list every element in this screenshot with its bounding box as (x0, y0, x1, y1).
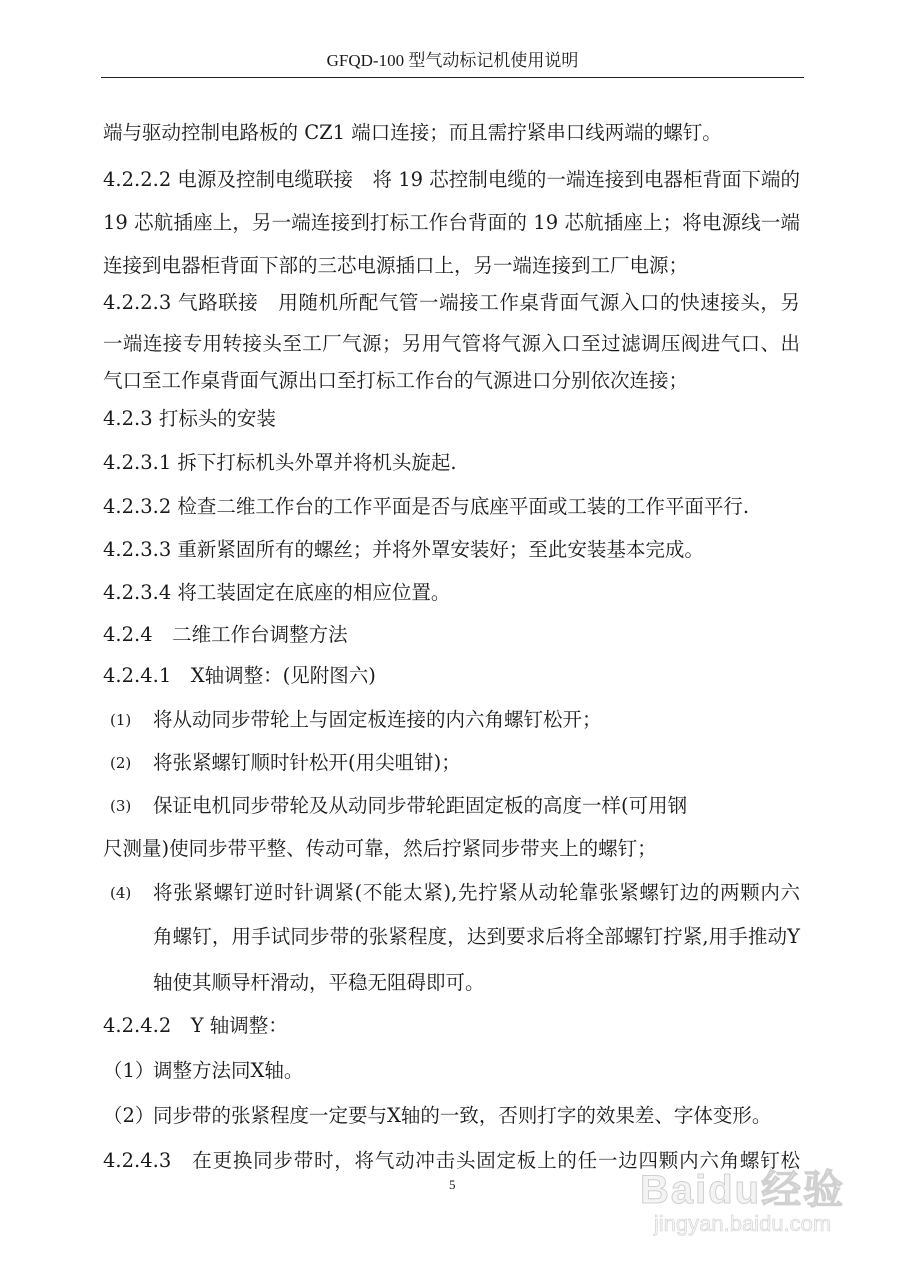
paragraph-line: 4.2.3.3 重新紧固所有的螺丝；并将外罩安装好；至此安装基本完成。 (103, 538, 704, 561)
step-number: （2） (103, 1104, 155, 1127)
step-text-continued: 尺测量)使同步带平整、传动可靠，然后拧紧同步带夹上的螺钉； (103, 837, 657, 860)
paragraph-line: 气口至工作桌背面气源出口至打标工作台的气源进口分别依次连接； (103, 369, 689, 392)
paragraph-line: 4.2.2.2 电源及控制电缆联接 将 19 芯控制电缆的一端连接到电器柜背面下端的 (103, 168, 800, 191)
step-text-continued: 角螺钉，用手试同步带的张紧程度，达到要求后将全部螺钉拧紧,用手推动Y (153, 925, 800, 948)
step-text: 将从动同步带轮上与固定板连接的内六角螺钉松开； (153, 708, 602, 731)
step-text-continued: 轴使其顺导杆滑动，平稳无阻碍即可。 (153, 971, 485, 994)
paragraph-line: 连接到电器柜背面下部的三芯电源插口上，另一端连接到工厂电源； (103, 254, 689, 277)
baidu-watermark (640, 1158, 845, 1237)
section-heading: 4.2.4 二维工作台调整方法 (103, 623, 348, 646)
paragraph-line: 4.2.3.1 拆下打标机头外罩并将机头旋起. (103, 451, 457, 474)
paragraph-line: 19 芯航插座上，另一端连接到打标工作台背面的 19 芯航插座上；将电源线一端 (103, 211, 800, 234)
step-number: （1） (103, 1059, 155, 1082)
watermark-url: jingyan.baidu.com (653, 1211, 832, 1236)
step-number: (4) (110, 884, 132, 902)
step-text: 保证电机同步带轮及从动同步带轮距固定板的高度一样(可用钢 (153, 794, 688, 817)
paragraph-line: 4.2.4.3 在更换同步带时，将气动冲击头固定板上的任一边四颗内六角螺钉松 (103, 1149, 800, 1172)
step-number: (2) (110, 754, 132, 772)
paragraph-line: 4.2.2.3 气路联接 用随机所配气管一端接工作桌背面气源入口的快速接头，另 (103, 291, 800, 314)
step-number: (1) (110, 711, 132, 729)
document-header-title: GFQD-100 型气动标记机使用说明 (326, 51, 579, 70)
paragraph-line: 端与驱动控制电路板的 CZ1 端口连接；而且需拧紧串口线两端的螺钉。 (103, 121, 722, 144)
step-text: 将张紧螺钉逆时针调紧(不能太紧),先拧紧从动轮靠张紧螺钉边的两颗内六 (153, 881, 800, 904)
step-number: (3) (110, 797, 132, 815)
header-rule (101, 77, 804, 78)
section-heading: 4.2.3 打标头的安装 (103, 407, 276, 430)
step-text: 同步带的张紧程度一定要与X轴的一致，否则打字的效果差、字体变形。 (153, 1104, 772, 1127)
watermark-brand: Baidu经验 (640, 1168, 846, 1212)
step-text: 调整方法同X轴。 (153, 1059, 304, 1082)
paragraph-line: 4.2.3.4 将工装固定在底座的相应位置。 (103, 581, 451, 604)
paragraph-line: 一端连接专用转接头至工厂气源；另用气管将气源入口至过滤调压阀进气口、出 (103, 332, 800, 355)
page-number: 5 (449, 1177, 456, 1192)
step-text: 将张紧螺钉顺时针松开(用尖咀钳)； (153, 751, 461, 774)
section-heading: 4.2.4.1 X轴调整：(见附图六) (103, 664, 376, 687)
paragraph-line: 4.2.3.2 检查二维工作台的工作平面是否与底座平面或工装的工作平面平行. (103, 495, 750, 518)
section-heading: 4.2.4.2 Y 轴调整： (103, 1014, 288, 1037)
